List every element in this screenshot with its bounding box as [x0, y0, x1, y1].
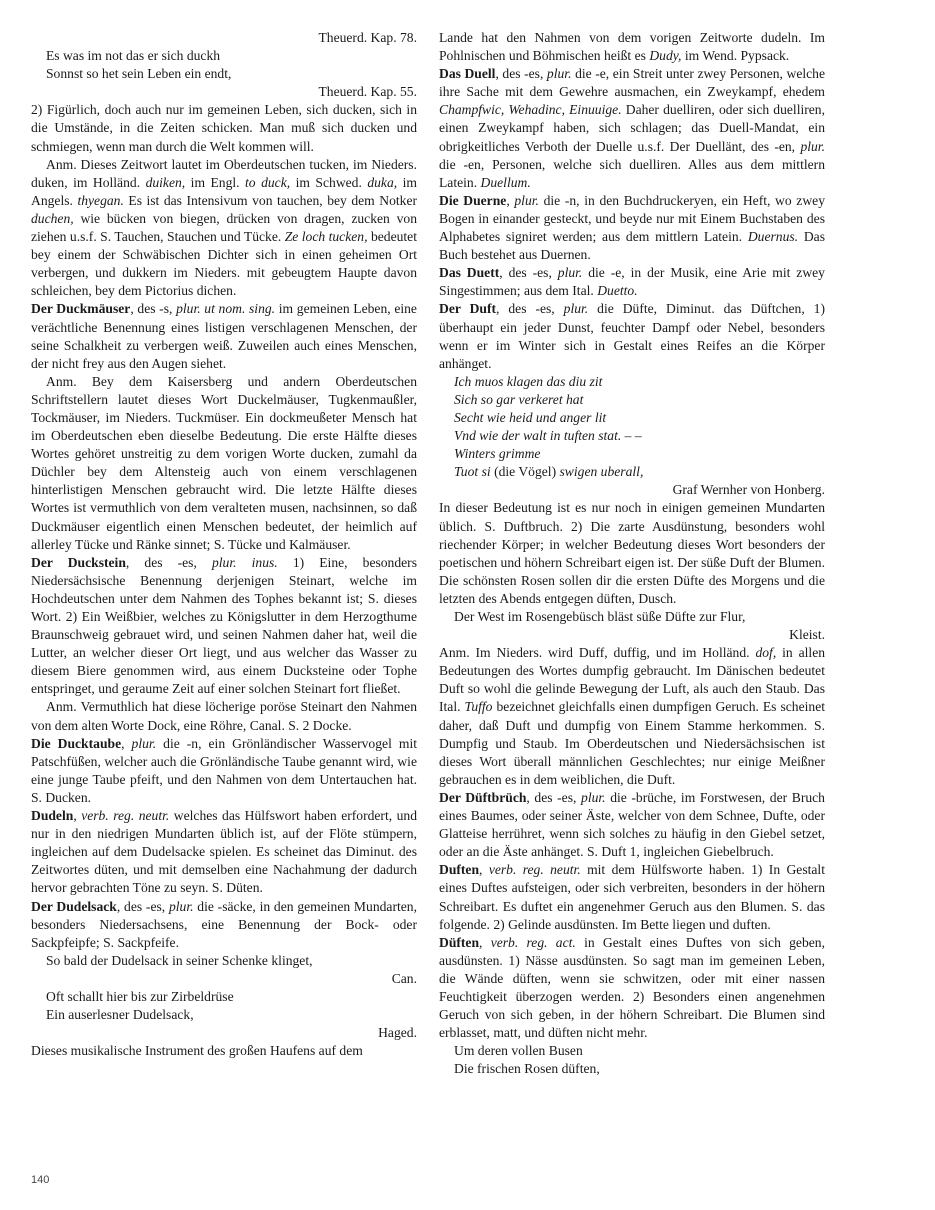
headword: Dudeln [31, 808, 74, 824]
verse-line: Der West im Rosengebüsch bläst süße Düfte zur Flur, [454, 609, 746, 624]
citation: Theuerd. Kap. 78. [318, 30, 417, 45]
entry-duckmaeuser: Der Duckmäuser, des -s, plur. ut nom. sing. im gemeinen Leben, eine verächtliche Benennung eines listigen verschlagenen Menschen, der seine Schalkheit zu verbergen weiß. Zuweilen auch eines Menschen, der nicht frey aus den Augen siehet. [31, 301, 417, 371]
entry-duft: Der Duft, des -es, plur. die Düfte, Diminut. das Düftchen, 1) überhaupt ein jeder Dunst, feuchter Dampf oder Nebel, besonders wenn er im Winter sich in Gestalt eines Reifes an die Körper anhänget. [439, 301, 825, 371]
entry-duerne: Die Duerne, plur. die -n, in den Buchdruckeryen, ein Heft, wo zwey Bogen in einander gesteckt, und beyde nur mit Einem Buchstaben des Alphabetes signiret werden; aus dem mittlern Latein. Duernus. Das Buch bestehet aus Duernen. [439, 192, 825, 263]
paragraph: 2) Figürlich, doch auch nur im gemeinen Leben, sich ducken, sich in die Umstände, in die Zeiten schicken. Man muß sich ducken und schmiegen, wenn man durch die Welt kommen will. [31, 102, 417, 154]
verse-line: Tuot si (die Vögel) swigen uberall, [454, 464, 644, 480]
entry-duckstein: Der Duckstein, des -es, plur. inus. 1) Eine, besonders Niedersächsische Benennung derjenigen Steinart, welche im Hochdeutschen unter dem Nahmen des Tophes bekannt ist; S. dieses Wort. 2) Ein Weißbier, welches zu Königslutter in dem Herzogthume Braunschweig gebrauet wird, und seinen Nahmen daher hat, weil die Lutter, an welcher dieser Ort liegt, und aus welcher das Wasser zu diesem Biere genommen wird, aus einem Ducksteine oder Tophe entspringet, und geraume Zeit auf einer solchen Steinart fort fließet. [31, 554, 418, 697]
note-paragraph: Anm. Vermuthlich hat diese löcherige poröse Steinart den Nahmen von dem alten Worte Dock, eine Röhre, Canal. S. 2 Docke. [31, 699, 417, 733]
headword: Die Duerne [439, 192, 507, 208]
citation: Theuerd. Kap. 55. [318, 84, 417, 100]
headword: Der Duckstein [31, 554, 126, 570]
paragraph: Lande hat den Nahmen von dem vorigen Zeitworte dudeln. Im Pohlnischen und Böhmischen heißt es Dudy, im Wend. Pypsack. [439, 30, 825, 64]
headword: Düften [439, 934, 480, 950]
citation: Kleist. [789, 627, 825, 643]
headword: Der Duckmäuser [31, 301, 131, 317]
left-column [31, 29, 417, 1060]
verse-line: Sich so gar verkeret hat [454, 391, 584, 407]
entry-dudeln: Dudeln, verb. reg. neutr. welches das Hülfswort haben erfordert, und nur in den niedrigen Mundarten üblich ist, auf der Flöte stümpern, ingleichen auf dem Dudelsacke spielen. Es scheinet das Diminut. des Zeitwortes düten, und mit demselben eine Nachahmung der dadurch hervor gebrachten Töne zu seyn. S. Düten. [31, 808, 417, 896]
note-paragraph: Anm. Dieses Zeitwort lautet im Oberdeutschen tucken, im Nieders. duken, im Holländ. duiken, im Engl. to duck, im Schwed. duka, im Angels. thyegan. Es ist das Intensivum von tauchen, bey dem Notker duchen, wie bücken von biegen, drücken von dragen, zucken von ziehen u.s.f. S. Tauchen, Stauchen und Tücke. Ze loch tucken, bedeutet bey einem der Schwäbischen Dichter sich in einen geheimen Ort verbergen, und dukkern im Nieders. mit gebeugtem Haupte davon schleichen, bey dem Pictorius dichen. [31, 156, 418, 299]
verse-line: Vnd wie der walt in tuften stat. – – [454, 428, 642, 444]
headword: Der Düftbrüch [439, 789, 527, 805]
headword: Das Duell [439, 66, 496, 82]
citation: Haged. [378, 1025, 417, 1041]
note-paragraph: Anm. Im Nieders. wird Duff, duffig, und im Holländ. dof, in allen Bedeutungen des Wortes dumpfig gebraucht. Im Dänischen bedeutet Duft so wohl die gelinde Bewegung der Luft, als auch den Staub. Das Ital. Tuffo bezeichnet gleichfalls einen dumpfigen Geruch. Es scheinet daher, daß Duft und dumpfig von Einem Stamme herkommen. S. Dumpfig und Staub. Im Oberdeutschen und Niedersächsischen ist dieses Wort überall männlichen Geschlechtes; nur einige Meißner gebrauchen es in dem weiblichen, die Duft. [439, 645, 826, 787]
headword: Der Duft [439, 301, 497, 317]
verse-line: Oft schallt hier bis zur Zirbeldrüse [46, 988, 234, 1004]
verse-line: So bald der Dudelsack in seiner Schenke klinget, [46, 952, 313, 968]
headword: Die Ducktaube [31, 735, 122, 751]
headword: Der Dudelsack [31, 898, 117, 914]
headword: Duften [439, 862, 480, 878]
verse-line: Sonnst so het sein Leben ein endt, [46, 66, 232, 82]
verse-line: Secht wie heid und anger lit [454, 409, 607, 425]
entry-duften: Duften, verb. reg. neutr. mit dem Hülfsworte haben. 1) In Gestalt eines Duftes aufsteigen, oder sich verbreiten, besonders in der höhern Schreibart. Es duftet ein angenehmer Geruch aus den Blumen. S. das folgende. 2) Gelinde ausdünsten. Im Bette liegen und duften. [439, 862, 825, 932]
entry-ducktaube: Die Ducktaube, plur. die -n, ein Grönländischer Wasservogel mit Patschfüßen, welcher auch die Grönländische Taube genannt wird, wie eine junge Taube pfeift, und den Nahmen von dem Untertauchen hat. S. Ducken. [31, 735, 417, 805]
verse-line: Um deren vollen Busen [454, 1043, 583, 1059]
entry-duett: Das Duett, des -es, plur. die -e, in der Musik, eine Arie mit zwey Singestimmen; aus dem Ital. Duetto. [439, 265, 825, 299]
verse-line: Es was im not das er sich duckh [46, 48, 221, 64]
verse-line: Ich muos klagen das diu zit [454, 373, 603, 389]
entry-dudelsack: Der Dudelsack, des -es, plur. die -säcke, in den gemeinen Mundarten, besonders Niedersachsens, eine Benennung der Bock- oder Sackpfeipfe; S. Sackpfeife. [31, 898, 417, 950]
page-number: 140 [31, 1174, 50, 1186]
entry-dueften: Düften, verb. reg. act. in Gestalt eines Duftes von sich geben, ausdünsten. 1) Nässe ausdünsten. So sagt man im gemeinen Leben, die Wände düften, wenn sie schwitzen, oder mit einer nassen Feuchtigkeit überzogen werden. 2) Besonders einen angenehmen Geruch von sich geben, in der höhern Schreibart. Die Blumen sind erblasset, matt, und düften nicht mehr. [439, 934, 825, 1041]
paragraph: Dieses musikalische Instrument des großen Haufens auf dem [31, 1043, 363, 1059]
note-paragraph: Anm. Bey dem Kaisersberg und andern Oberdeutschen Schriftstellern lautet dieses Wort Duckelmäuser, Tugkenmaußler, Tockmäuser, im Nieders. Tuckmüser. Ein dockmeußeter Mensch hat im Oberdeutschen eben dieselbe Bedeutung. Die erste Hälfte dieses Wortes gehöret unstreitig zu dem vorigen Worte ducken, zumahl da Düchler bey dem Altensteig auch von einem verschlagenen hinterlistigen Menschen gebraucht wird. Die letzte Hälfte dieses Wortes ist vermuthlich von dem veralteten musen, nachsinnen, so daß Duckmäuser eigentlich einen Menschen bedeutet, der heimlich auf allerley Tücke und Ränke sinnet; S. Tücke und Kalmäuser. [31, 373, 417, 552]
paragraph: In dieser Bedeutung ist es nur noch in einigen gemeinen Mundarten üblich. S. Duftbruch. 2) Die zarte Ausdünstung, besonders wohl riechender Körper; in welcher Bedeutung dieses Wort besonders der poetischen und höhern Schreibart eigen ist. Der süße Duft der Blumen. Die schönsten Rosen sollen dir die ersten Düfte des Morgens und die letzten des Abends entgegen düften, Dusch. [439, 500, 825, 606]
headword: Das Duett [439, 265, 500, 281]
citation: Can. [391, 970, 417, 986]
entry-duftbruch: Der Düftbrüch, des -es, plur. die -brüche, im Forstwesen, der Bruch eines Baumes, oder seiner Äste, welcher von dem Schnee, Dufte, oder Glatteise herrühret, wenn sich solches zu häufig in den Giebel setzet, oder an die Äste anhänget. S. Duft 1, ingleichen Giebelbruch. [439, 789, 825, 860]
entry-duell: Das Duell, des -es, plur. die -e, ein Streit unter zwey Personen, welche ihre Sache mit dem Gewehre ausmachen, ein Zweykampf, ehedem Champfwic, Wehadinc, Einuuige. Daher duelliren, oder sich duelliren, einen Zweykampf haben, sich schlagen; das Duell-Mandat, ein obrigkeitliches Verboth der Duelle u.s.f. Der Duellänt, des -en, plur. die -en, Personen, welche sich duelliren. Alles aus dem mittlern Latein. Duellum. [439, 66, 826, 190]
verse-line: Ein auserlesner Dudelsack, [46, 1007, 194, 1023]
citation: Graf Wernher von Honberg. [672, 482, 825, 498]
verse-line: Winters grimme [454, 446, 541, 462]
right-column [439, 29, 825, 1078]
verse-line: Die frischen Rosen düften, [454, 1061, 600, 1077]
